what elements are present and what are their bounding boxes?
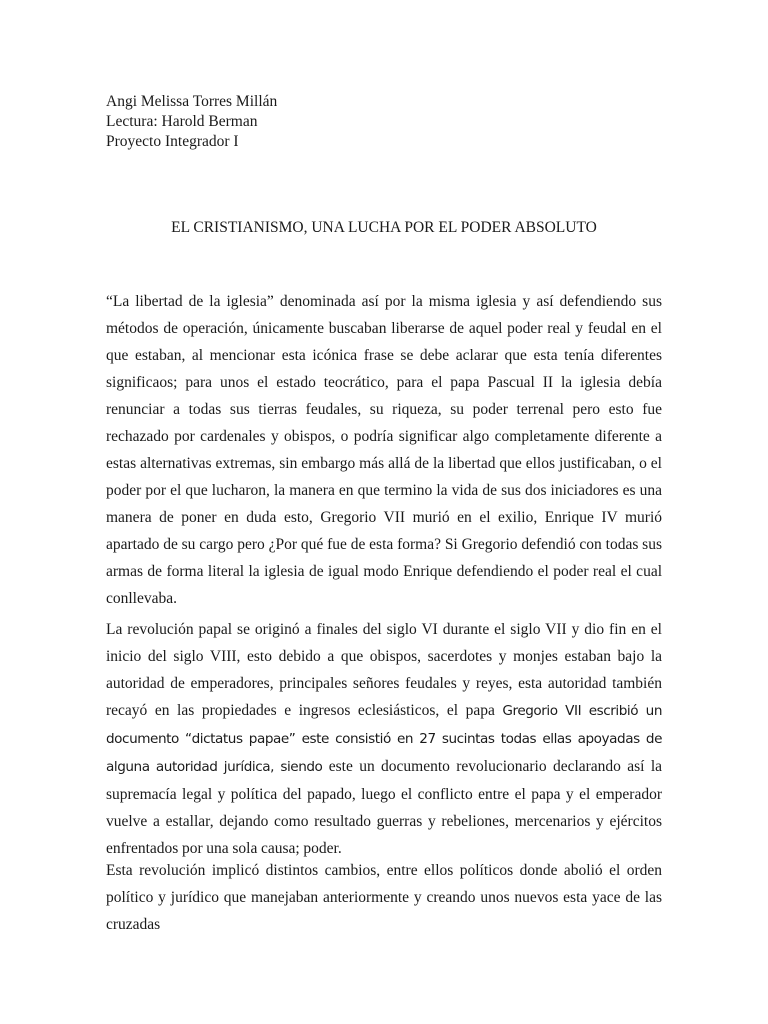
paragraph-3-text: Esta revolución implicó distintos cambios, entre ellos políticos donde abolió el orden político y jurídico que manejaban anteriormente y creando unos nuevos esta yace de las cruzadas: [106, 862, 662, 933]
paragraph-1-text: “La libertad de la iglesia” denominada así por la misma iglesia y así defendiendo sus métodos de operación, únicamente buscaban liberarse de aquel poder real y feudal en el que estaban, al mencionar esta icónica frase se debe aclarar que esta tenía diferentes significaos; para unos el estado teocrático, para el papa Pascual II la iglesia debía renunciar a todas sus tierras feudales, su riqueza, su poder terrenal pero esto fue rechazado por cardenales y obispos, o podría significar algo completamente diferente a estas alternativas extremas, sin embargo más allá de la libertad que ellos justificaban, o el poder por el que lucharon, la manera en que termino la vida de sus dos iniciadores es una manera de poner en duda esto, Gregorio VII murió en el exilio, Enrique IV murió apartado de su cargo pero ¿Por qué fue de esta forma? Si Gregorio defendió con todas sus armas de forma literal la iglesia de igual modo Enrique defendiendo el poder real el cual conllevaba.: [106, 293, 662, 607]
document-header: [106, 92, 277, 152]
paragraph-2-part-b: Gregorio VII escribió un documento “dictatus papae” este consistió en 27 sucintas todas ellas apoyadas de alguna autoridad jurídica, siendo: [106, 703, 662, 775]
paragraph-2-part-a: La revolución papal se originó a finales del siglo VI durante el siglo VII y dio fin en el inicio del siglo VIII, esto debido a que obispos, sacerdotes y monjes estaban bajo la autoridad de emperadores, principales señores feudales y reyes, esta autoridad también recayó en las propiedades e ingresos eclesiásticos, el papa: [106, 621, 662, 719]
course-line: Proyecto Integrador I: [106, 133, 239, 150]
paragraph-1: [106, 288, 662, 612]
paragraph-2-part-c: este un documento revolucionario declarando así la supremacía legal y política del papado, luego el conflicto entre el papa y el emperador vuelve a estallar, dejando como resultado guerras y rebeliones, mercenarios y ejércitos enfrentados por una sola causa; poder.: [106, 758, 663, 857]
reading-line: Lectura: Harold Berman: [106, 113, 258, 130]
paragraph-2: [106, 616, 662, 862]
paragraph-2-text: [106, 616, 662, 862]
paragraph-3: [106, 857, 662, 938]
document-title: EL CRISTIANISMO, UNA LUCHA POR EL PODER ABSOLUTO: [171, 219, 597, 236]
author-name: Angi Melissa Torres Millán: [106, 93, 278, 110]
